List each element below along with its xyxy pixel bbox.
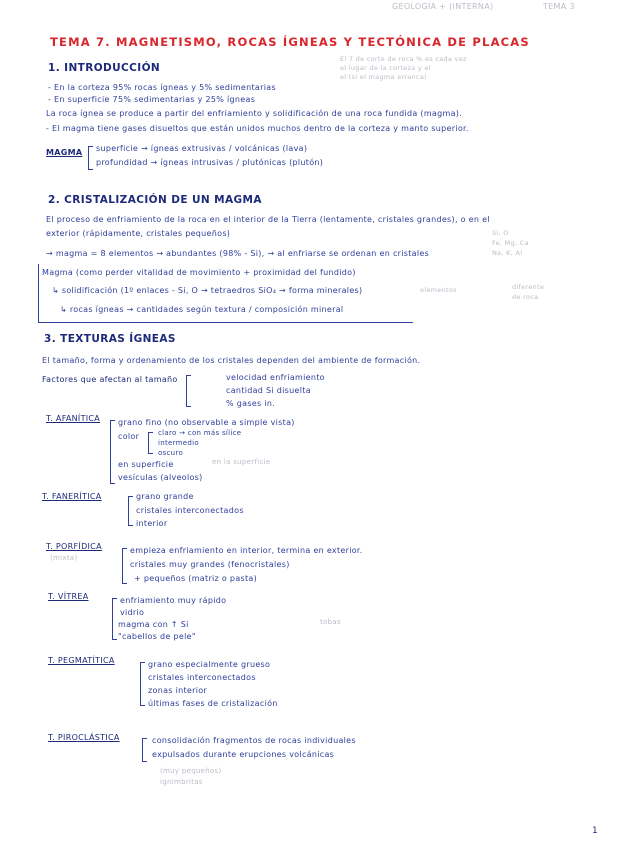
faneritica-item-3: interior xyxy=(136,519,168,528)
margin-note-roca: diferente de roca xyxy=(512,283,545,301)
vitrea-bracket xyxy=(112,598,117,640)
intro-line-3: La roca ígnea se produce a partir del enfriamiento y solidificación de una roca fundida (magma). xyxy=(46,109,463,118)
vitrea-item-3: magma con ↑ Si xyxy=(118,620,189,629)
section-heading-cristalizacion: 2. CRISTALIZACIÓN DE UN MAGMA xyxy=(48,194,262,206)
afanitica-item-superficie: en superficie xyxy=(118,460,174,469)
texture-piroclastica: T. PIROCLÁSTICA xyxy=(48,733,120,742)
page-title: TEMA 7. MAGNETISMO, ROCAS ÍGNEAS Y TECTÓNICA DE PLACAS xyxy=(50,35,530,49)
color-intermedio: intermedio xyxy=(158,439,199,447)
pegmatitica-bracket xyxy=(140,662,145,706)
factor-velocidad: velocidad enfriamiento xyxy=(226,373,325,382)
afanitica-item-1: grano fino (no observable a simple vista) xyxy=(118,418,295,427)
vitrea-item-2: vidrio xyxy=(120,608,145,617)
porfidica-bracket xyxy=(122,548,127,584)
cristalizacion-line-1: El proceso de enfriamiento de la roca en el interior de la Tierra (lentamente, cristales grandes), o en el xyxy=(46,215,490,224)
afanitica-bracket xyxy=(110,420,115,484)
side-note: El 7 de corte de roca % es cada vez el lugar de la corteza y el el (si el magma arranca) xyxy=(340,55,467,81)
faneritica-bracket xyxy=(128,496,133,526)
texture-porfidica: T. PORFÍDICA xyxy=(46,542,102,551)
faneritica-item-1: grano grande xyxy=(136,492,194,501)
porfidica-item-2: cristales muy grandes (fenocristales) xyxy=(130,560,290,569)
margin-note-elementos: elementos xyxy=(420,286,457,294)
section-heading-texturas: 3. TEXTURAS ÍGNEAS xyxy=(44,333,176,345)
box-line-magma: Magma (como perder vitalidad de movimiento + proximidad del fundido) xyxy=(42,268,356,277)
texture-pegmatitica: T. PEGMATÍTICA xyxy=(48,656,115,665)
pegmatitica-item-2: cristales interconectados xyxy=(148,673,256,682)
porfidica-sub: (mixta) xyxy=(50,554,78,562)
texture-faneritica: T. FANERÍTICA xyxy=(42,492,102,501)
cristalizacion-line-3: → magma = 8 elementos → abundantes (98% - Si), → al enfriarse se ordenan en cristales xyxy=(46,249,430,258)
topic-tag: TEMA 3 xyxy=(543,2,575,11)
porfidica-item-3: + pequeños (matriz o pasta) xyxy=(134,574,258,583)
texture-afanitica: T. AFANÍTICA xyxy=(46,414,101,423)
factor-silice: cantidad Si disuelta xyxy=(226,386,311,395)
piroclastica-item-2: expulsados durante erupciones volcánicas xyxy=(152,750,335,759)
piroclastica-item-1: consolidación fragmentos de rocas individuales xyxy=(152,736,356,745)
magma-bracket xyxy=(88,146,93,170)
box-line-solidificacion: ↳ solidificación (1º enlaces - Si, O → tetraedros SiO₄ → forma minerales) xyxy=(52,286,363,295)
box-line-rocas-igneas: ↳ rocas ígneas → cantidades según textura / composición mineral xyxy=(60,305,344,314)
section-heading-introduccion: 1. INTRODUCCIÓN xyxy=(48,62,161,74)
magma-branch-depth: profundidad → ígneas intrusivas / plutónicas (plutón) xyxy=(96,158,324,167)
pegmatitica-item-1: grano especialmente grueso xyxy=(148,660,271,669)
page-number: 1 xyxy=(592,826,599,836)
intro-line-1: - En la corteza 95% rocas ígneas y 5% sedimentarias xyxy=(48,83,276,92)
course-header: GEOLOGÍA + (INTERNA) xyxy=(392,2,494,11)
texture-vitrea: T. VÍTREA xyxy=(48,592,89,601)
intro-line-4: - El magma tiene gases disueltos que están unidos muchos dentro de la corteza y manto superior. xyxy=(46,124,469,133)
magma-label: MAGMA xyxy=(46,148,83,157)
factors-bracket xyxy=(186,375,191,407)
porfidica-item-1: empieza enfriamiento en interior, termina en exterior. xyxy=(130,546,363,555)
cristalizacion-line-2: exterior (rápidamente, cristales pequeños) xyxy=(46,229,231,238)
pegmatitica-item-4: últimas fases de cristalización xyxy=(148,699,278,708)
element-notes: Si, O Fe, Mg, Ca Na, K, Al xyxy=(492,229,529,257)
color-claro: claro → con más sílice xyxy=(158,429,242,437)
intro-line-2: - En superficie 75% sedimentarias y 25% ígneas xyxy=(48,95,256,104)
afanitica-item-vesiculas: vesículas (alveolos) xyxy=(118,473,203,482)
faint-note-superficie: en la superficie xyxy=(212,458,271,466)
faneritica-item-2: cristales interconectados xyxy=(136,506,244,515)
vitrea-item-1: enfriamiento muy rápido xyxy=(120,596,227,605)
color-bracket xyxy=(148,432,153,454)
piroclastica-faint-notes: (muy pequeños) ignimbritas xyxy=(160,767,222,786)
afanitica-item-color: color xyxy=(118,432,140,441)
magma-branch-surface: superficie → ígneas extrusivas / volcánicas (lava) xyxy=(96,144,308,153)
piroclastica-bracket xyxy=(142,738,147,762)
pegmatitica-item-3: zonas interior xyxy=(148,686,208,695)
factor-gases: % gases in. xyxy=(226,399,276,408)
faint-note-tobas: tobas xyxy=(320,618,341,626)
factors-label: Factores que afectan al tamaño xyxy=(42,375,178,384)
texturas-intro: El tamaño, forma y ordenamiento de los cristales dependen del ambiente de formación. xyxy=(42,356,421,365)
color-oscuro: oscuro xyxy=(158,449,184,457)
vitrea-item-4: "cabellos de pele" xyxy=(118,632,196,641)
